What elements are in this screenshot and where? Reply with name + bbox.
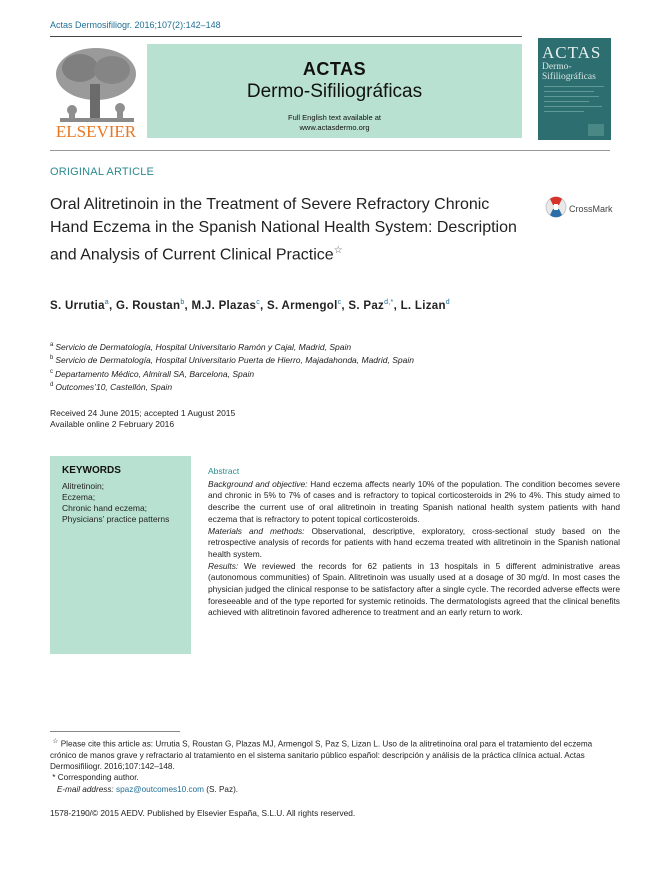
affiliation-key: d xyxy=(50,381,54,388)
affiliation-item xyxy=(50,340,414,353)
abstract-background xyxy=(208,479,620,526)
affiliation-item xyxy=(50,367,414,380)
author-name[interactable]: S. Armengol xyxy=(267,299,338,312)
author-name[interactable]: G. Roustan xyxy=(115,299,181,312)
elsevier-logo[interactable] xyxy=(50,44,143,140)
author-affiliation-mark[interactable]: c xyxy=(256,299,260,306)
copyright-line: 1578-2190/© 2015 AEDV. Published by Elsevier España, S.L.U. All rights reserved. xyxy=(50,808,356,818)
affiliation-item xyxy=(50,353,414,366)
elsevier-wordmark: ELSEVIER xyxy=(55,122,137,140)
abstract-methods xyxy=(208,526,620,561)
abstract-methods-text: Observational, descriptive, exploratory, cross-sectional study based on the retrospective analysis of records for patients with hand eczema treated with alitretinoin in the Spanish national health system. xyxy=(208,525,620,559)
affiliation-text: Departamento Médico, Almirall SA, Barcelona, Spain xyxy=(55,368,255,379)
fulltext-note xyxy=(147,113,522,133)
affiliation-text: Servicio de Dermatología, Hospital Universitario Puerta de Hierro, Majadahonda, Madrid, Spain xyxy=(55,355,414,366)
keyword-item: Alitretinoin; xyxy=(62,481,105,491)
affiliation-item xyxy=(50,380,414,393)
journal-cover[interactable] xyxy=(538,38,611,140)
footnotes xyxy=(50,736,620,795)
crossmark-badge[interactable] xyxy=(545,195,625,225)
online-date: Available online 2 February 2016 xyxy=(50,419,175,429)
affiliation-key: a xyxy=(50,342,54,348)
journal-banner xyxy=(147,44,522,138)
article-type: ORIGINAL ARTICLE xyxy=(50,166,155,178)
email-link[interactable]: spaz@outcomes10.com xyxy=(116,784,204,794)
cover-subtitle: Dermo-Sifiliográficas xyxy=(542,62,596,82)
cover-art xyxy=(538,38,611,140)
footnote-rule xyxy=(50,731,180,732)
keywords-heading: KEYWORDS xyxy=(62,465,121,476)
keywords-list xyxy=(62,481,187,525)
author-list: S. Urrutia$^a$, G. Roustan$^b$, M.J. Plazas$^c$, S. Armengol$^c$, S. Paz$^{d,*}$, L. Lizan$^d$ xyxy=(50,299,450,312)
keyword-item: Chronic hand eczema; xyxy=(62,503,148,513)
journal-url[interactable]: www.actasdermo.org xyxy=(299,123,370,132)
affiliation-text: Outcomes’10, Castellón, Spain xyxy=(55,381,173,392)
affiliation-text: Servicio de Dermatología, Hospital Universitario Ramón y Cajal, Madrid, Spain xyxy=(55,341,352,352)
fulltext-line1: Full English text available at xyxy=(288,113,381,122)
citation-text: Please cite this article as: Urrutia S, Roustan G, Plazas MJ, Armengol S, Paz S, Lizan L. Uso de la alitretinoína oral para el tratamiento del eczema crónico de manos grave y refractario al tratamiento en el sistema sanitario público español: descripción y análisis de la práctica clínica actual. Actas Dermosifiliogr. 2016;107:142–148. xyxy=(50,739,593,772)
keyword-item: Eczema; xyxy=(62,492,96,502)
abstract-results xyxy=(208,561,620,620)
abstract-heading: Abstract xyxy=(208,466,240,476)
corresponding-note xyxy=(50,772,620,783)
author-affiliation-mark[interactable]: d,* xyxy=(384,299,394,306)
author-name[interactable]: S. Urrutia xyxy=(50,299,105,312)
corresponding-mark: * xyxy=(52,773,56,783)
title-footnote-mark[interactable]: ☆ xyxy=(333,245,343,256)
affiliations xyxy=(50,340,414,393)
email-note xyxy=(50,784,620,795)
abstract-methods-label: Materials and methods: xyxy=(208,525,305,536)
email-suffix: (S. Paz). xyxy=(203,784,239,794)
citation-mark: ☆ xyxy=(52,738,59,745)
crossmark-label: CrossMark xyxy=(569,204,613,214)
received-date: Received 24 June 2015; accepted 1 August 2015 xyxy=(50,408,236,418)
author-name[interactable]: M.J. Plazas xyxy=(191,299,257,312)
author-affiliation-mark[interactable]: d xyxy=(445,299,450,306)
section-rule xyxy=(50,150,610,151)
author-affiliation-mark[interactable]: a xyxy=(104,299,109,306)
journal-name-line1: ACTAS xyxy=(302,59,367,79)
abstract-results-text: We reviewed the records for 62 patients in 13 hospitals in 5 different administrative areas (autonomous communities) of Spain. Alitretinoin was usually used at a dosage of 30 mg/d. In most cases the physician judged the clinical response to be satisfactory after a single cycle. The recorded adverse effects were foreseeable and of the type reported for systemic retinoids. The dermatologists agreed that the clinical benefits achieved with alitretinoin favored adherence to treatment and an early return to work. xyxy=(208,560,620,618)
keywords-box xyxy=(50,456,191,654)
crossmark-icon xyxy=(545,195,567,221)
elsevier-tree-icon xyxy=(50,44,143,140)
corresponding-text: Corresponding author. xyxy=(57,773,139,783)
journal-name-line2: Dermo-Sifiliográficas xyxy=(246,81,423,102)
email-label: E-mail address: xyxy=(56,784,114,794)
article-title xyxy=(50,193,530,266)
cover-title: ACTAS xyxy=(542,43,602,62)
running-head[interactable]: Actas Dermosifiliogr. 2016;107(2):142–148 xyxy=(50,20,221,30)
abstract-background-text: Hand eczema affects nearly 10% of the population. The condition becomes severe and chronic in 5% to 7% of cases and is refractory to topical corticosteroids in 2% to 4%. This study aimed to describe the current use of oral alitretinoin in treating Spanish national health system patients with hand eczema that is refractory to potent topical corticosteroids. xyxy=(208,478,620,524)
keyword-item: Physicians’ practice patterns xyxy=(62,514,170,524)
abstract-results-label: Results: xyxy=(208,560,239,571)
article-dates xyxy=(50,408,235,430)
abstract xyxy=(208,466,620,619)
affiliation-key: c xyxy=(50,368,53,375)
author-name[interactable]: S. Paz xyxy=(348,299,385,312)
author-affiliation-mark[interactable]: b xyxy=(180,299,185,306)
abstract-background-label: Background and objective: xyxy=(208,478,308,489)
author-name[interactable]: L. Lizan xyxy=(400,299,446,312)
citation-note xyxy=(50,736,620,772)
article-title-text: Oral Alitretinoin in the Treatment of Severe Refractory Chronic Hand Eczema in the Spanish National Health System: Description and Analysis of Current Clinical Practice xyxy=(50,196,517,264)
affiliation-key: b xyxy=(50,355,54,362)
header-rule xyxy=(50,36,522,37)
author-affiliation-mark[interactable]: c xyxy=(337,299,342,306)
